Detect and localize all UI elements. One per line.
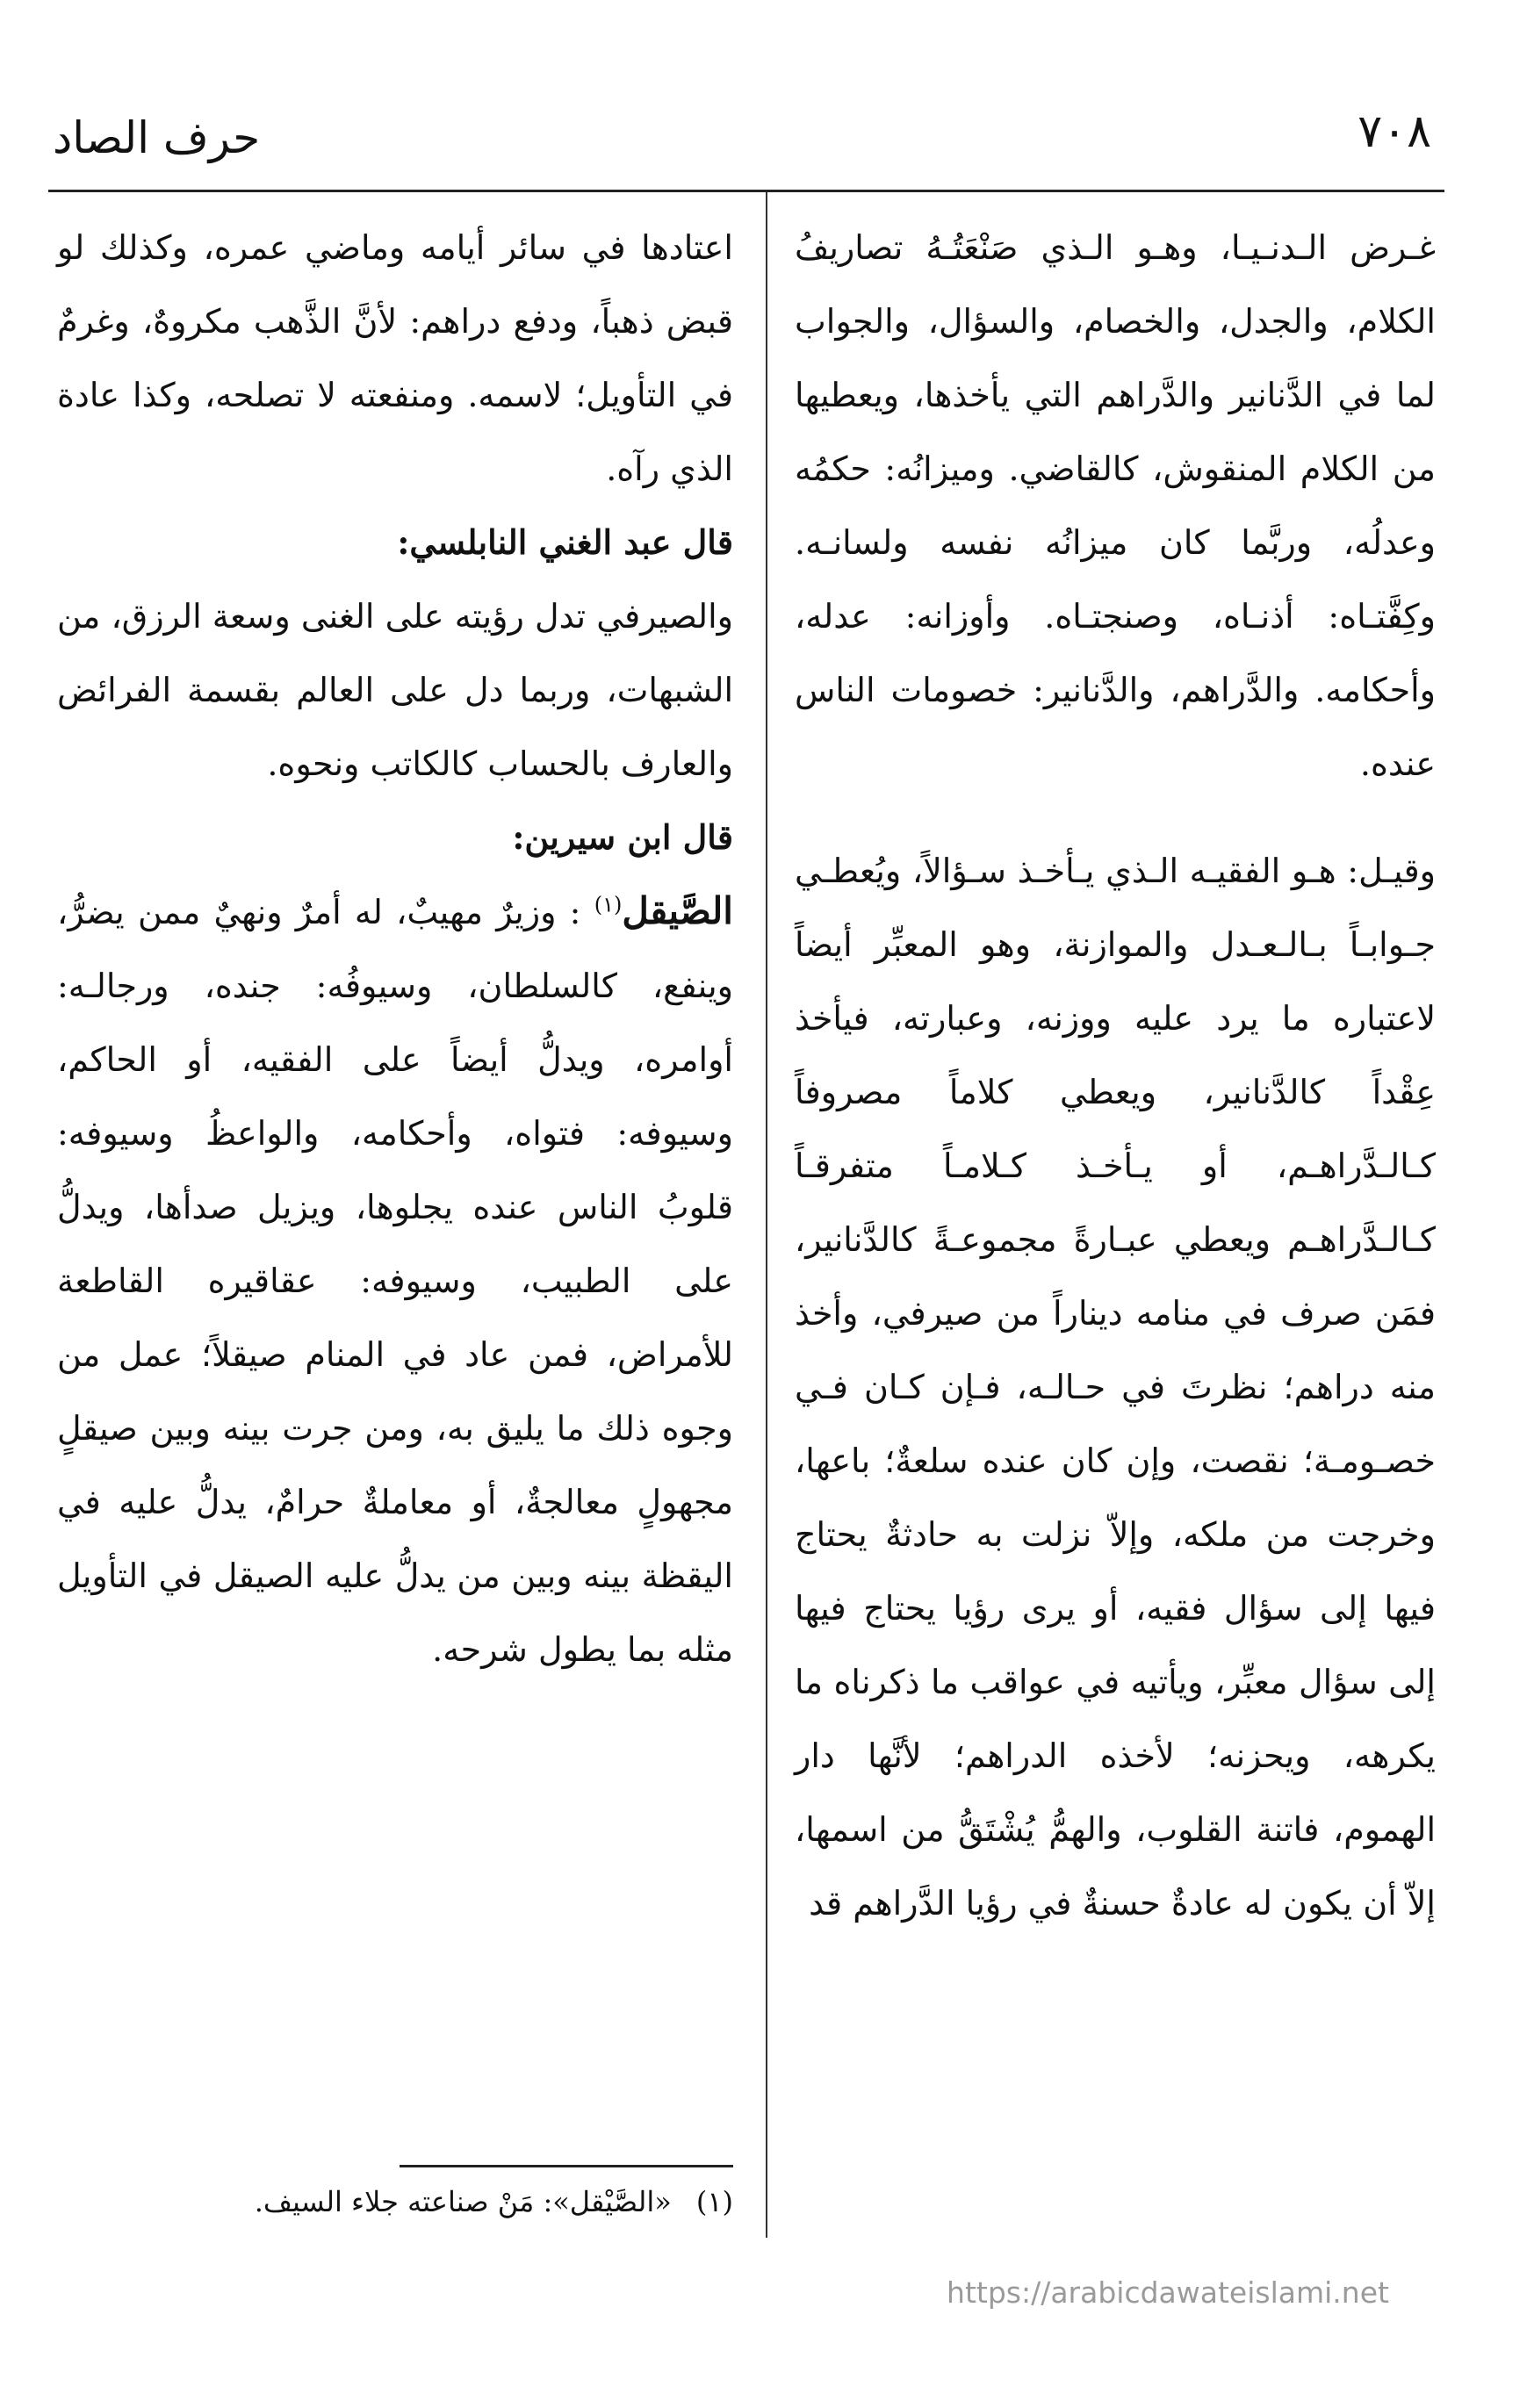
column-divider: [766, 192, 767, 2238]
right-column: [795, 211, 1436, 1940]
running-title: حرف الصاد: [53, 112, 261, 163]
heading-nabulsi: قال عبد الغني النابلسي:: [397, 522, 733, 562]
footnote-text: «الصَّيْقل»: مَنْ صناعته جلاء السيف.: [254, 2185, 672, 2218]
watermark-url: https://arabicdawateislami.net: [947, 2275, 1389, 2310]
heading-ibn-sirin: قال ابن سيرين:: [512, 817, 733, 857]
left-column: [57, 211, 733, 1686]
headword-sayqal: الصَّيقل: [622, 889, 733, 932]
sayqal-definition: : وزيرٌ مهيبٌ، له أمرٌ ونهيٌ ممن يضرُّ، وينفع، كالسلطان، وسيوفُه: جنده، ورجالـه: أوامره، ويدلُّ أيضاً على الفقيه، أو الحاكم، وسيوفه: فتواه، وأحكامه، والواعظُ وسيوفه: قلوبُ الناس عنده يجلوها، ويزيل صدأها، ويدلُّ على الطبيب، وسيوفه: عقاقيره القاطعة للأمراض، فمن عاد في المنام صيقلاً؛ عمل من وجوه ذلك ما يليق به، ومن جرت بينه وبين صيقلٍ مجهولٍ معالجةٌ، أو معاملةٌ حرامٌ، يدلُّ عليه في اليقظة بينه وبين من يدلُّ عليه الصيقل في التأويل مثله بما يطول شرحه.: [57, 893, 733, 1669]
left-paragraph-1: اعتادها في سائر أيامه وماضي عمره، وكذلك لو قبض ذهباً، ودفع دراهم: لأنَّ الذَّهب مكروهٌ، وغرمٌ في التأويل؛ لاسمه. ومنفعته لا تصلحه، وكذا عادة الذي رآه.: [57, 228, 733, 488]
header-rule: [48, 190, 1444, 192]
footnote: [57, 2175, 733, 2228]
footnote-rule: [400, 2165, 733, 2167]
footnote-marker: (١): [594, 892, 623, 917]
paragraph-sayqal: [57, 874, 733, 1686]
right-paragraph-2: وقيـل: هـو الفقيـه الـذي يـأخـذ سـؤالاً، ويُعطـي جـوابـاً بـالـعـدل والموازنة، وهو المعبِّر أيضاً لاعتباره ما يرد عليه ووزنه، وعبارته، فيأخذ عِقْداً كالدَّنانير، ويعطي كلاماً مصروفاً كـالـدَّراهـم، أو يـأخـذ كـلامـاً متفرقـاً كـالـدَّراهـم ويعطي عبـارةً مجموعـةً كالدَّنانير، فمَن صرف في منامه ديناراً من صيرفي، وأخذ منه دراهم؛ نظرتَ في حـالـه، فـإن كـان فـي خصـومـة؛ نقصت، وإن كان عنده سلعةٌ؛ باعها، وخرجت من ملكه، وإلاّ نزلت به حادثةٌ يحتاج فيها إلى سؤال فقيه، أو يرى رؤيا يحتاج فيها إلى سؤال معبِّر، ويأتيه في عواقب ما ذكرناه ما يكرهه، ويحزنه؛ لأخذه الدراهم؛ لأنَّها دار الهموم، فاتنة القلوب، والهمُّ يُشْتَقُّ من اسمها، إلاّ أن يكون له عادةٌ حسنةٌ في رؤيا الدَّراهم قد: [795, 852, 1436, 1923]
footnote-number: (١): [695, 2185, 733, 2218]
right-paragraph-1: غـرض الـدنـيـا، وهـو الـذي صَنْعَتُـهُ تصاريفُ الكلام، والجدل، والخصام، والسؤال، والجواب لما في الدَّنانير والدَّراهم التي يأخذها، ويعطيها من الكلام المنقوش، كالقاضي. وميزانُه: حكمُه وعدلُه، وربَّما كان ميزانُه نفسه ولسانـه. وكِفَّتـاه: أذنـاه، وصنجتـاه. وأوزانه: عدله، وأحكامه. والدَّراهم، والدَّنانير: خصومات الناس عنده.: [795, 228, 1436, 783]
page-number: ٧٠٨: [1358, 105, 1431, 158]
paragraph-nabulsi: والصيرفي تدل رؤيته على الغنى وسعة الرزق، من الشبهات، وربما دل على العالم بقسمة الفرائض والعارف بالحساب كالكاتب ونحوه.: [57, 597, 733, 783]
